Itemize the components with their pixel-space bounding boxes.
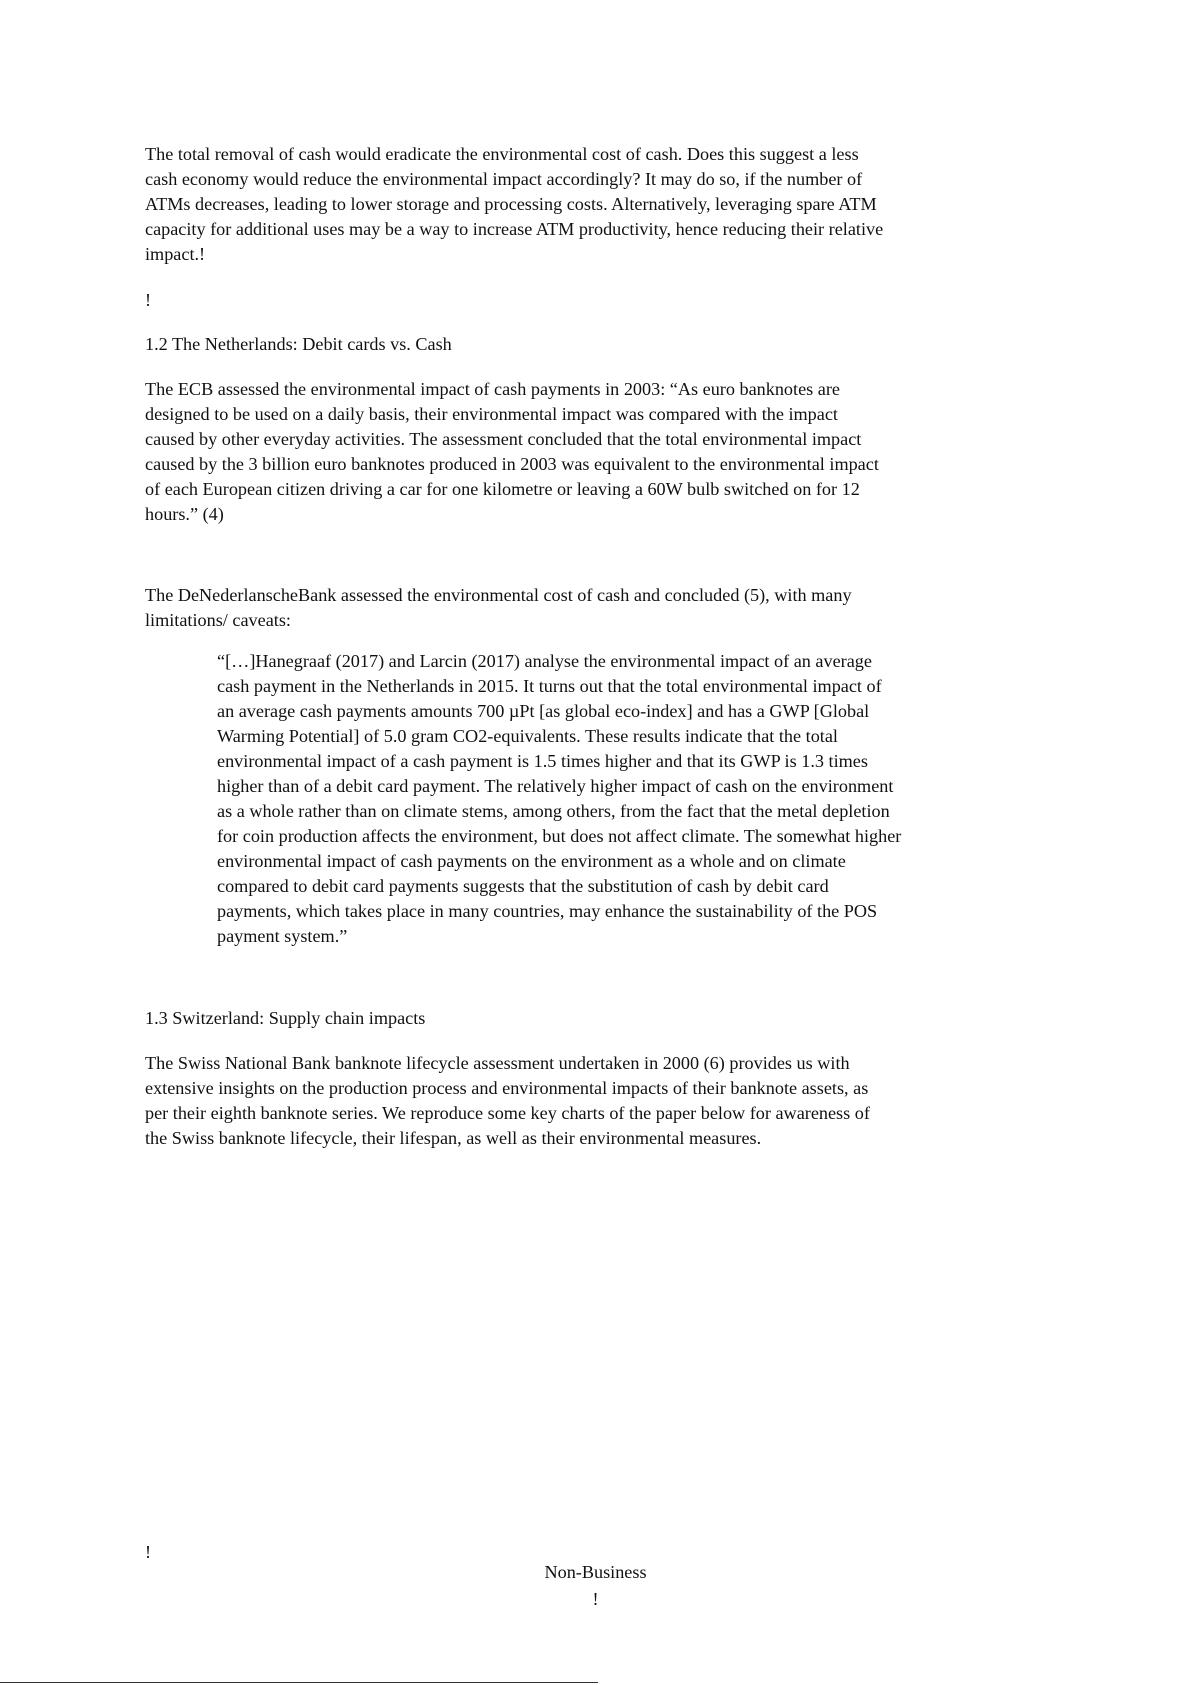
text-line: extensive insights on the production process and environmental impacts of their banknote assets, as [145, 1078, 869, 1098]
text-line: environmental impact of cash payments on the environment as a whole and on climate [217, 851, 846, 871]
text-line: limitations/ caveats: [145, 610, 291, 630]
footer-classification: Non-Business [544, 1562, 647, 1582]
text-line: caused by the 3 billion euro banknotes produced in 2003 was equivalent to the environmental impact [145, 454, 879, 474]
section-heading-switzerland: 1.3 Switzerland: Supply chain impacts [145, 1008, 426, 1028]
section-heading-netherlands: 1.2 The Netherlands: Debit cards vs. Cash [145, 334, 452, 354]
swiss-paragraph [145, 1051, 985, 1151]
text-line: for coin production affects the environment, but does not affect climate. The somewhat higher [217, 826, 902, 846]
text-line: higher than of a debit card payment. The relatively higher impact of cash on the environment [217, 776, 894, 796]
text-line: as a whole rather than on climate stems, among others, from the fact that the metal depletion [217, 801, 890, 821]
text-line: per their eighth banknote series. We reproduce some key charts of the paper below for awareness of [145, 1103, 870, 1123]
text-line: an average cash payments amounts 700 µPt [as global eco-index] and has a GWP [Global [217, 701, 870, 721]
stray-mark: ! [145, 290, 152, 310]
text-line: designed to be used on a daily basis, their environmental impact was compared with the impact [145, 404, 838, 424]
text-line: payment system.” [217, 926, 348, 946]
text-line: caused by other everyday activities. The assessment concluded that the total environmental impact [145, 429, 862, 449]
text-line: Warming Potential] of 5.0 gram CO2-equivalents. These results indicate that the total [217, 726, 838, 746]
text-line: environmental impact of a cash payment is 1.5 times higher and that its GWP is 1.3 times [217, 751, 868, 771]
text-line: The total removal of cash would eradicate the environmental cost of cash. Does this suggest a less [145, 144, 859, 164]
text-line: The Swiss National Bank banknote lifecycle assessment undertaken in 2000 (6) provides us with [145, 1053, 850, 1073]
text-line: hours.” (4) [145, 504, 224, 524]
text-line: the Swiss banknote lifecycle, their lifespan, as well as their environmental measures. [145, 1128, 762, 1148]
text-line: compared to debit card payments suggests that the substitution of cash by debit card [217, 876, 829, 896]
text-line: “[…]Hanegraaf (2017) and Larcin (2017) analyse the environmental impact of an average [217, 651, 872, 671]
ecb-paragraph [145, 377, 985, 527]
dnb-paragraph [145, 583, 985, 633]
text-line: impact.! [145, 244, 206, 264]
footer-divider [0, 1682, 598, 1683]
text-line: cash payment in the Netherlands in 2015. It turns out that the total environmental impact of [217, 676, 882, 696]
text-line: capacity for additional uses may be a way to increase ATM productivity, hence reducing their relative [145, 219, 884, 239]
text-line: ATMs decreases, leading to lower storage and processing costs. Alternatively, leveraging spare ATM [145, 194, 877, 214]
text-line: The ECB assessed the environmental impact of cash payments in 2003: “As euro banknotes are [145, 379, 840, 399]
text-line: cash economy would reduce the environmental impact accordingly? It may do so, if the number of [145, 169, 863, 189]
text-line: The DeNederlanscheBank assessed the environmental cost of cash and concluded (5), with many [145, 585, 852, 605]
text-line: of each European citizen driving a car for one kilometre or leaving a 60W bulb switched on for 12 [145, 479, 860, 499]
dnb-quote [217, 649, 997, 949]
footer-mark: ! [592, 1589, 599, 1609]
text-line: payments, which takes place in many countries, may enhance the sustainability of the POS [217, 901, 878, 921]
intro-paragraph [145, 142, 985, 267]
stray-mark: ! [145, 1542, 152, 1562]
